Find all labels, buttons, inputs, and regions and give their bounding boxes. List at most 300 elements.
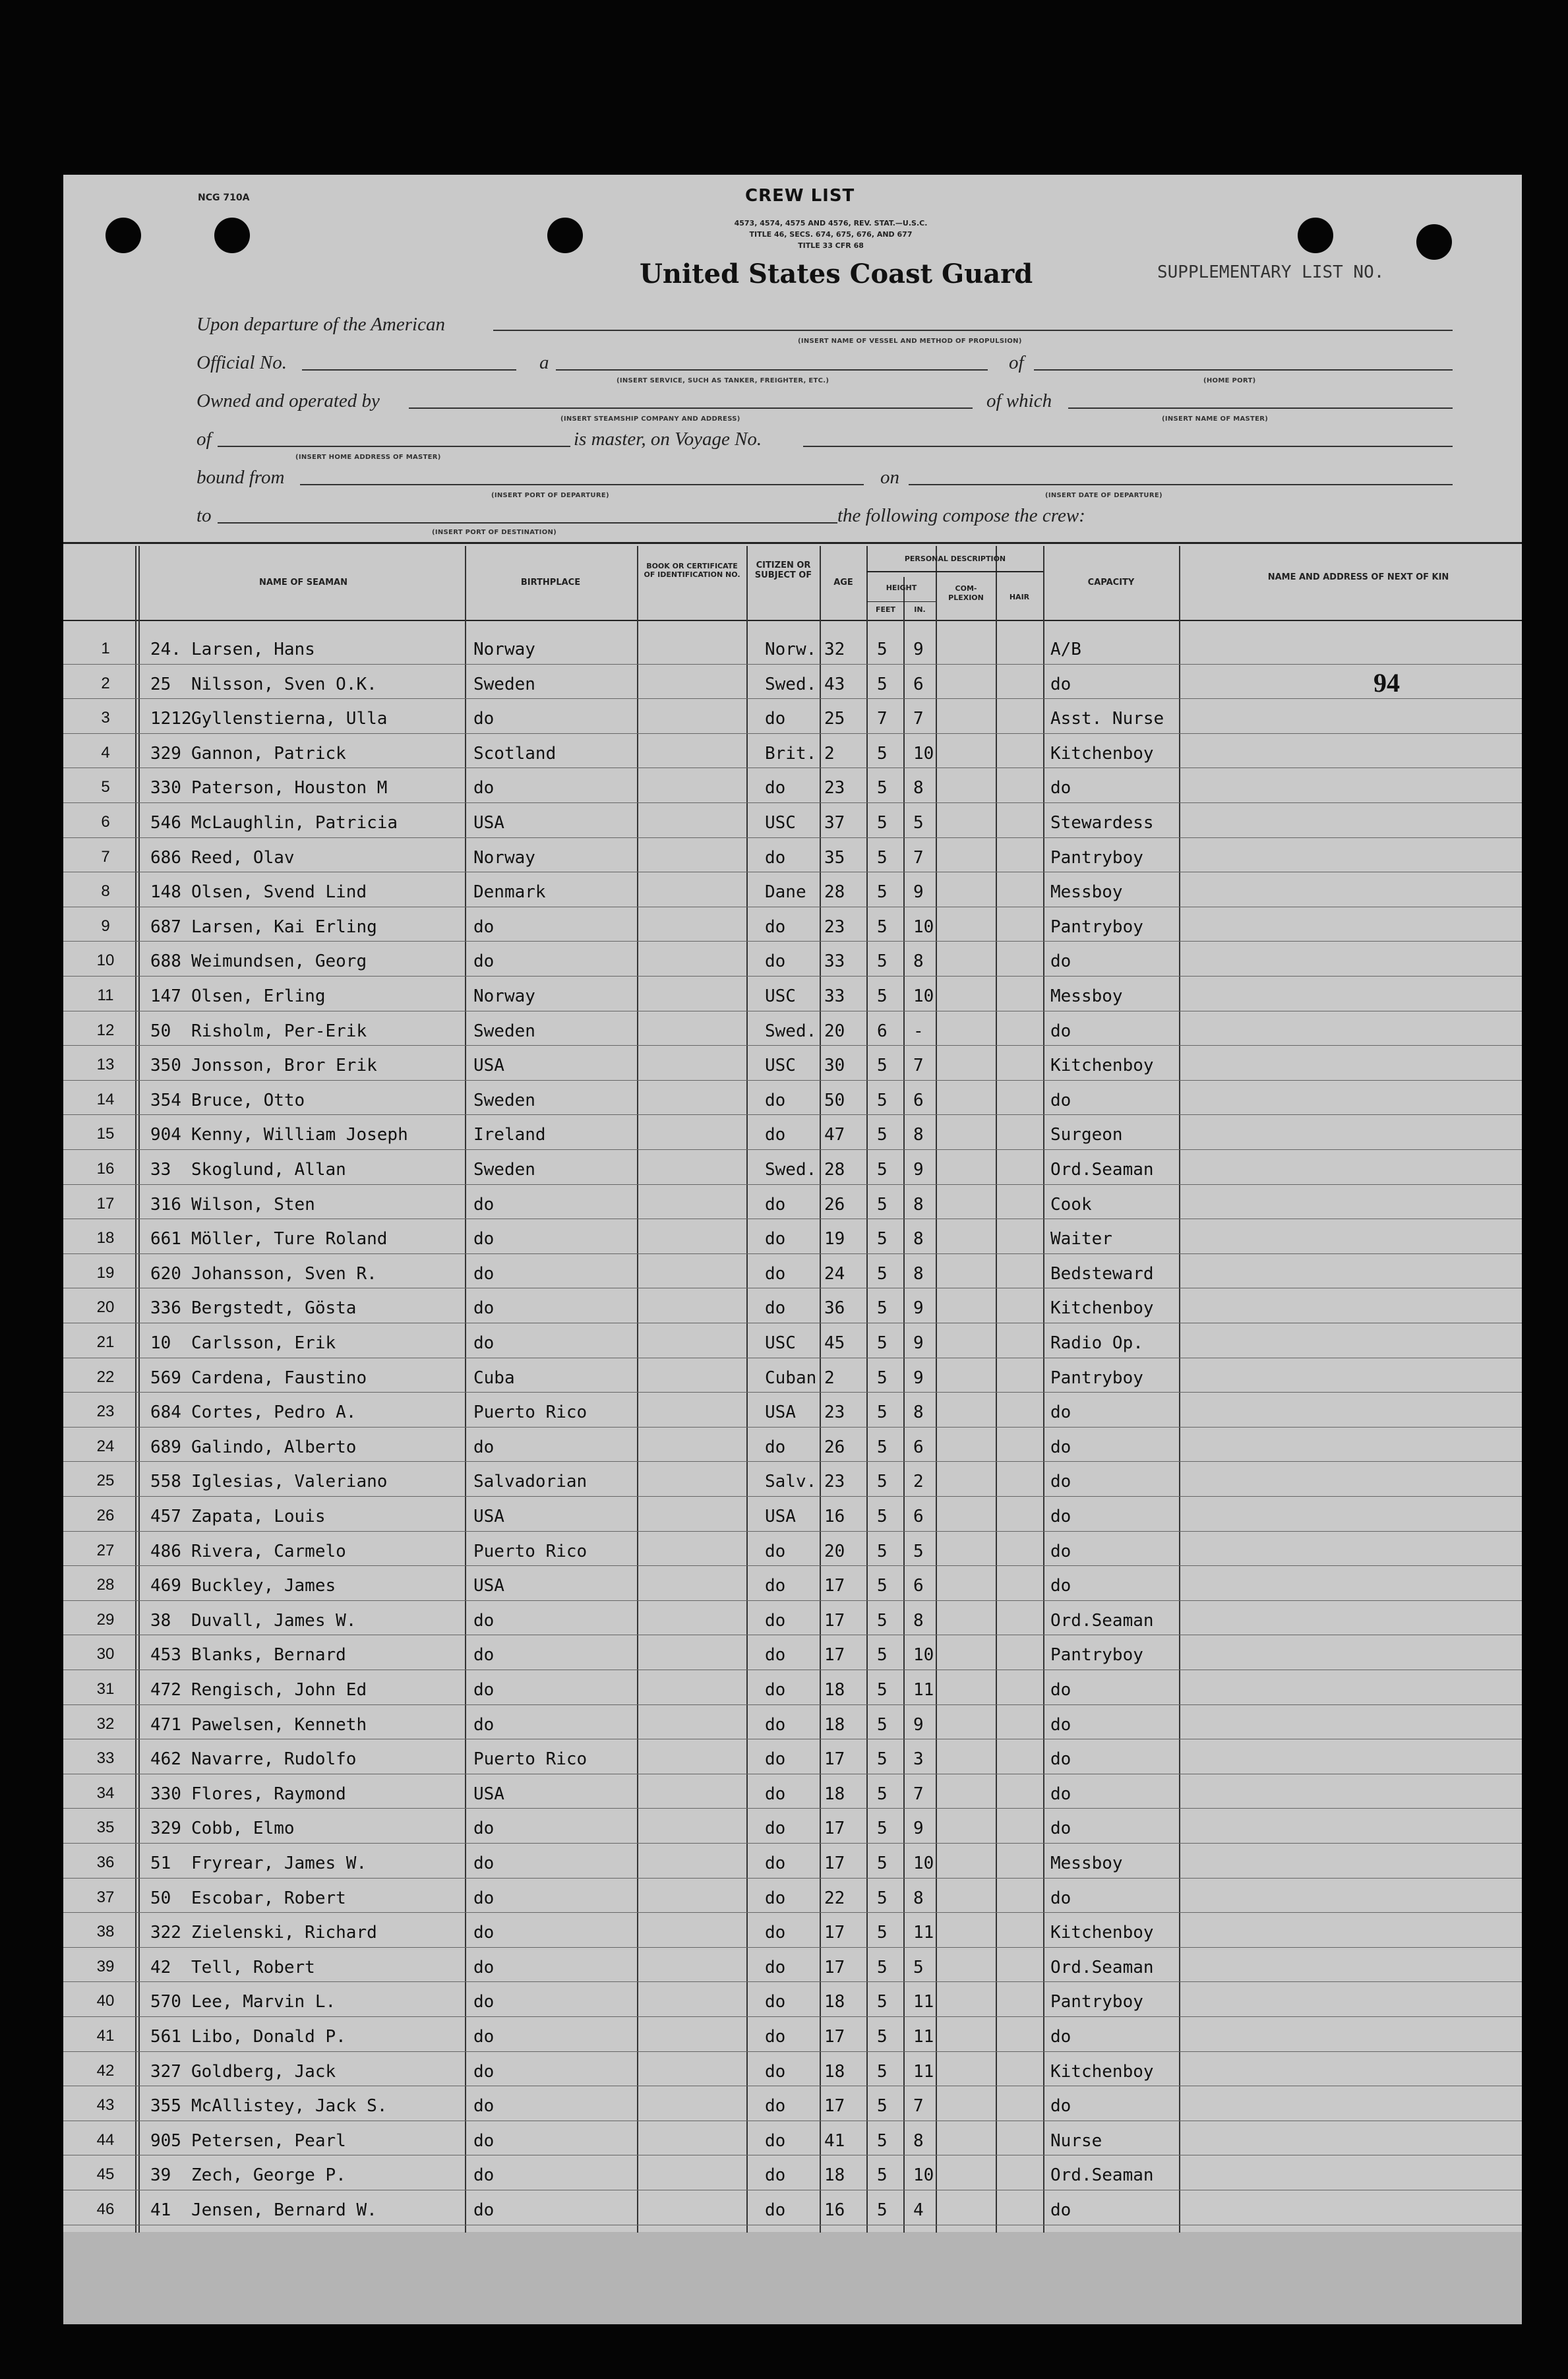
citizenship: Salv. xyxy=(765,1472,817,1492)
birthplace: Ireland xyxy=(473,1125,546,1145)
following-label: the following compose the crew: xyxy=(837,505,1085,526)
height-inches: 6 xyxy=(913,1090,924,1110)
height-inches: 8 xyxy=(913,1402,924,1423)
crew-id: 24. xyxy=(150,640,181,659)
seaman-name: Zech, George P. xyxy=(191,2165,346,2186)
vessel-field[interactable] xyxy=(493,330,1453,331)
age: 18 xyxy=(824,1784,845,1804)
height-inches: 9 xyxy=(913,1714,924,1735)
seaman-name: Skoglund, Allan xyxy=(191,1160,346,1180)
departure-port-field[interactable] xyxy=(300,484,864,485)
col-divider xyxy=(936,546,937,2233)
age: 26 xyxy=(824,1437,845,1457)
crew-id: 1212 xyxy=(150,709,192,729)
crew-id: 686 xyxy=(150,847,181,868)
departure-date-field[interactable] xyxy=(909,484,1453,485)
capacity: do xyxy=(1050,1507,1071,1526)
row-number: 8 xyxy=(101,882,110,901)
col-feet-header: FEET xyxy=(875,605,896,614)
birthplace: do xyxy=(473,2165,495,2186)
birthplace: do xyxy=(473,1263,495,1284)
capacity: Kitchenboy xyxy=(1050,2061,1154,2082)
crew-id: 336 xyxy=(150,1298,181,1319)
seaman-name: Flores, Raymond xyxy=(191,1784,346,1804)
col-divider xyxy=(1179,546,1180,2233)
crew-id: 661 xyxy=(150,1229,181,1250)
citizenship: do xyxy=(765,2200,786,2220)
row-rule xyxy=(63,733,1522,734)
height-inches: 9 xyxy=(913,882,924,903)
height-inches: 9 xyxy=(913,1298,924,1319)
col-age-header: AGE xyxy=(833,578,853,587)
height-inches: 11 xyxy=(913,1992,934,2012)
seaman-name: Wilson, Sten xyxy=(191,1194,315,1215)
citizenship: do xyxy=(765,1819,786,1839)
seaman-name: Lee, Marvin L. xyxy=(191,1992,336,2012)
destination-field[interactable] xyxy=(218,522,837,524)
citizenship: USC xyxy=(765,986,796,1006)
age: 17 xyxy=(824,1853,845,1873)
age: 20 xyxy=(824,1541,845,1561)
height-inches: 8 xyxy=(913,951,924,972)
row-number: 34 xyxy=(96,1784,115,1802)
citizenship: Swed. xyxy=(765,674,817,694)
crew-id: 620 xyxy=(150,1263,181,1284)
age: 47 xyxy=(824,1125,845,1145)
age: 28 xyxy=(824,1160,845,1180)
official-no-field[interactable] xyxy=(302,369,516,371)
row-number: 12 xyxy=(96,1021,115,1039)
citizenship: do xyxy=(765,1714,786,1735)
seaman-name: Buckley, James xyxy=(191,1576,336,1596)
birthplace: Norway xyxy=(473,847,535,868)
col-divider xyxy=(637,546,638,2233)
height-feet: 5 xyxy=(877,2200,888,2220)
age: 17 xyxy=(824,2096,845,2117)
row-number: 21 xyxy=(96,1333,115,1351)
birthplace: Norway xyxy=(473,986,535,1006)
master-hint: (INSERT NAME OF MASTER) xyxy=(1162,415,1269,423)
col-inches-header: IN. xyxy=(914,605,926,614)
height-feet: 5 xyxy=(877,1923,888,1943)
crew-id: 354 xyxy=(150,1090,181,1110)
row-number: 14 xyxy=(96,1090,115,1108)
row-rule xyxy=(63,837,1522,838)
height-feet: 5 xyxy=(877,1368,888,1388)
height-inches: 7 xyxy=(913,847,924,868)
capacity: do xyxy=(1050,1784,1071,1804)
birthplace: USA xyxy=(473,1507,504,1526)
crew-id: 546 xyxy=(150,813,181,833)
col-citizen-header: CITIZEN OR SUBJECT OF xyxy=(754,560,812,580)
birthplace: do xyxy=(473,1714,495,1735)
row-number: 11 xyxy=(97,986,114,1004)
punch-hole-3 xyxy=(547,218,583,253)
seaman-name: Reed, Olav xyxy=(191,847,295,868)
row-number: 44 xyxy=(96,2130,115,2149)
upon-departure-label: Upon departure of the American xyxy=(196,314,445,335)
height-feet: 5 xyxy=(877,1194,888,1215)
crew-id: 38 xyxy=(150,1610,171,1631)
a-label: a xyxy=(539,352,549,373)
height-inches: 6 xyxy=(913,1507,924,1526)
crew-id: 10 xyxy=(150,1333,171,1353)
height-feet: 5 xyxy=(877,1784,888,1804)
age: 50 xyxy=(824,1090,845,1110)
capacity: Asst. Nurse xyxy=(1050,709,1164,729)
birthplace: Puerto Rico xyxy=(473,1541,588,1561)
citizenship: USA xyxy=(765,1402,796,1423)
capacity: do xyxy=(1050,1680,1071,1700)
citizenship: Dane xyxy=(765,882,806,903)
row-rule xyxy=(63,1912,1522,1913)
row-number: 45 xyxy=(96,2165,115,2184)
height-inches: 8 xyxy=(913,1263,924,1284)
col-kin-header: NAME AND ADDRESS OF NEXT OF KIN xyxy=(1267,572,1449,582)
citizenship: do xyxy=(765,1888,786,1908)
crew-id: 687 xyxy=(150,917,181,937)
citizenship: USA xyxy=(765,1507,796,1526)
seaman-name: McLaughlin, Patricia xyxy=(191,813,398,833)
capacity: do xyxy=(1050,1402,1071,1423)
age: 17 xyxy=(824,1645,845,1666)
col-book-header: BOOK OR CERTIFICATE OF IDENTIFICATION NO. xyxy=(644,562,740,579)
punch-hole-5 xyxy=(1416,224,1452,260)
birthplace: do xyxy=(473,1957,495,1977)
row-number: 6 xyxy=(101,813,110,831)
master-field[interactable] xyxy=(1068,407,1453,409)
bound-from-label: bound from xyxy=(196,467,285,488)
capacity: Messboy xyxy=(1050,1853,1123,1873)
height-feet: 5 xyxy=(877,1610,888,1631)
seaman-name: Goldberg, Jack xyxy=(191,2061,336,2082)
crew-id: 322 xyxy=(150,1923,181,1943)
crew-id: 472 xyxy=(150,1680,181,1700)
height-inches: 5 xyxy=(913,813,924,833)
seaman-name: Kenny, William Joseph xyxy=(191,1125,408,1145)
height-inches: 10 xyxy=(913,1853,934,1873)
capacity: do xyxy=(1050,1021,1071,1041)
birthplace: do xyxy=(473,1853,495,1873)
row-number: 37 xyxy=(96,1888,115,1906)
crew-id: 50 xyxy=(150,1888,171,1908)
statute-line: TITLE 46, SECS. 674, 675, 676, AND 677 xyxy=(749,230,913,239)
row-number: 19 xyxy=(96,1263,115,1282)
height-feet: 5 xyxy=(877,1333,888,1353)
birthplace: do xyxy=(473,1645,495,1666)
capacity: Waiter xyxy=(1050,1229,1112,1250)
height-inches: 7 xyxy=(913,709,924,729)
height-feet: 5 xyxy=(877,1714,888,1735)
row-rule xyxy=(63,976,1522,977)
row-number: 35 xyxy=(96,1819,115,1837)
departure-port-hint: (INSERT PORT OF DEPARTURE) xyxy=(491,492,609,499)
crew-id: 148 xyxy=(150,882,181,903)
citizenship: USC xyxy=(765,1333,796,1353)
seaman-name: Risholm, Per-Erik xyxy=(191,1021,367,1041)
departure-date-hint: (INSERT DATE OF DEPARTURE) xyxy=(1045,492,1162,499)
height-inches: 8 xyxy=(913,1194,924,1215)
capacity: Messboy xyxy=(1050,986,1123,1006)
seaman-name: Cobb, Elmo xyxy=(191,1819,295,1839)
col-divider xyxy=(465,546,466,2233)
age: 17 xyxy=(824,2027,845,2047)
punch-hole-4 xyxy=(1298,218,1333,253)
crew-id: 904 xyxy=(150,1125,181,1145)
citizenship: USC xyxy=(765,813,796,833)
citizenship: do xyxy=(765,1610,786,1631)
height-inches: 4 xyxy=(913,2200,924,2220)
seaman-name: Jensen, Bernard W. xyxy=(191,2200,377,2220)
seaman-name: Blanks, Bernard xyxy=(191,1645,346,1666)
height-rule xyxy=(866,601,936,602)
birthplace: do xyxy=(473,1298,495,1319)
height-feet: 5 xyxy=(877,1125,888,1145)
citizenship: do xyxy=(765,1541,786,1561)
of-label: of xyxy=(1009,352,1024,373)
crew-id: 561 xyxy=(150,2027,181,2047)
capacity: Bedsteward xyxy=(1050,1263,1154,1284)
capacity: Messboy xyxy=(1050,882,1123,903)
citizenship: Brit. xyxy=(765,743,817,764)
height-inches: 6 xyxy=(913,674,924,694)
citizenship: do xyxy=(765,2027,786,2047)
row-rule xyxy=(63,1878,1522,1879)
height-inches: 8 xyxy=(913,1125,924,1145)
voyage-field[interactable] xyxy=(803,446,1453,447)
height-feet: 5 xyxy=(877,2027,888,2047)
height-feet: 5 xyxy=(877,2061,888,2082)
official-no-label: Official No. xyxy=(196,352,287,373)
height-feet: 5 xyxy=(877,778,888,798)
height-feet: 5 xyxy=(877,1819,888,1839)
height-feet: 5 xyxy=(877,1645,888,1666)
citizenship: Swed. xyxy=(765,1021,817,1041)
citizenship: Cuban xyxy=(765,1368,817,1388)
birthplace: do xyxy=(473,2130,495,2151)
col-divider xyxy=(820,546,821,2233)
form-code: NCG 710A xyxy=(198,193,250,203)
height-inches: 6 xyxy=(913,1437,924,1457)
capacity: do xyxy=(1050,1888,1071,1908)
row-number: 3 xyxy=(101,709,110,727)
age: 36 xyxy=(824,1298,845,1319)
age: 2 xyxy=(824,1368,835,1388)
capacity: Stewardess xyxy=(1050,813,1154,833)
row-rule xyxy=(63,1080,1522,1081)
company-hint: (INSERT STEAMSHIP COMPANY AND ADDRESS) xyxy=(560,415,740,423)
owned-label: Owned and operated by xyxy=(196,390,380,411)
height-inches: 10 xyxy=(913,743,934,764)
citizenship: do xyxy=(765,1576,786,1596)
seaman-name: Carlsson, Erik xyxy=(191,1333,336,1353)
capacity: Nurse xyxy=(1050,2130,1102,2151)
row-number: 43 xyxy=(96,2096,115,2115)
birthplace: Sweden xyxy=(473,1160,535,1180)
birthplace: do xyxy=(473,778,495,798)
destination-hint: (INSERT PORT OF DESTINATION) xyxy=(432,529,557,536)
crew-id: 469 xyxy=(150,1576,181,1596)
height-inches: 5 xyxy=(913,1957,924,1977)
row-number: 9 xyxy=(101,917,110,935)
row-rule xyxy=(63,2016,1522,2017)
crew-id: 471 xyxy=(150,1714,181,1735)
col-divider xyxy=(1043,546,1044,2233)
height-feet: 6 xyxy=(877,1021,888,1041)
birthplace: Sweden xyxy=(473,1090,535,1110)
capacity: do xyxy=(1050,1541,1071,1561)
height-feet: 5 xyxy=(877,1853,888,1873)
age: 18 xyxy=(824,1714,845,1735)
row-number: 18 xyxy=(96,1229,115,1248)
height-feet: 5 xyxy=(877,1680,888,1700)
kin-annotation: 94 xyxy=(1373,668,1400,698)
height-inches: 8 xyxy=(913,1229,924,1250)
row-number: 25 xyxy=(96,1472,115,1490)
citizenship: do xyxy=(765,1229,786,1250)
of-which-label: of which xyxy=(986,390,1052,411)
row-rule xyxy=(63,1600,1522,1601)
row-rule xyxy=(63,1981,1522,1982)
age: 32 xyxy=(824,640,845,659)
birthplace: do xyxy=(473,917,495,937)
height-feet: 5 xyxy=(877,1576,888,1596)
capacity: do xyxy=(1050,1437,1071,1457)
height-inches: 7 xyxy=(913,1056,924,1076)
row-number: 36 xyxy=(96,1853,115,1871)
height-feet: 5 xyxy=(877,1160,888,1180)
age: 24 xyxy=(824,1263,845,1284)
capacity: do xyxy=(1050,674,1071,694)
height-inches: 6 xyxy=(913,1576,924,1596)
birthplace: USA xyxy=(473,1056,504,1076)
row-number: 38 xyxy=(96,1923,115,1941)
row-rule xyxy=(63,1184,1522,1185)
row-rule xyxy=(63,1565,1522,1566)
seaman-name: Bruce, Otto xyxy=(191,1090,305,1110)
col-divider xyxy=(138,546,140,2233)
home-port-hint: (HOME PORT) xyxy=(1203,377,1256,384)
age: 25 xyxy=(824,709,845,729)
age: 18 xyxy=(824,2061,845,2082)
height-feet: 5 xyxy=(877,1090,888,1110)
capacity: A/B xyxy=(1050,640,1081,659)
row-rule xyxy=(63,2051,1522,2052)
citizenship: do xyxy=(765,2061,786,2082)
row-number: 10 xyxy=(96,951,115,970)
seaman-name: Rivera, Carmelo xyxy=(191,1541,346,1561)
service-field[interactable] xyxy=(556,369,988,371)
seaman-name: Cortes, Pedro A. xyxy=(191,1402,357,1423)
height-feet: 5 xyxy=(877,882,888,903)
row-number: 13 xyxy=(96,1056,115,1074)
row-rule xyxy=(63,1843,1522,1844)
col-personal-header: PERSONAL DESCRIPTION xyxy=(904,555,1006,563)
age: 23 xyxy=(824,1402,845,1423)
height-feet: 5 xyxy=(877,1957,888,1977)
height-inches: 8 xyxy=(913,778,924,798)
home-port-field[interactable] xyxy=(1034,369,1453,371)
height-inches: 7 xyxy=(913,2096,924,2117)
crew-id: 329 xyxy=(150,743,181,764)
row-rule xyxy=(63,1392,1522,1393)
supplementary-list-label: SUPPLEMENTARY LIST NO. xyxy=(1157,262,1385,282)
height-feet: 5 xyxy=(877,1507,888,1526)
height-inches: - xyxy=(913,1021,924,1041)
age: 28 xyxy=(824,882,845,903)
age: 45 xyxy=(824,1333,845,1353)
row-number: 24 xyxy=(96,1437,115,1455)
citizenship: do xyxy=(765,1784,786,1804)
col-divider xyxy=(996,546,997,2233)
height-inches: 8 xyxy=(913,1888,924,1908)
seaman-name: Gannon, Patrick xyxy=(191,743,346,764)
capacity: do xyxy=(1050,951,1071,972)
capacity: Ord.Seaman xyxy=(1050,1957,1154,1977)
age: 17 xyxy=(824,1749,845,1770)
seaman-name: Jonsson, Bror Erik xyxy=(191,1056,377,1076)
capacity: Pantryboy xyxy=(1050,1992,1143,2012)
height-feet: 5 xyxy=(877,2130,888,2151)
birthplace: USA xyxy=(473,1784,504,1804)
seaman-name: Galindo, Alberto xyxy=(191,1437,357,1457)
row-rule xyxy=(63,1114,1522,1115)
citizenship: do xyxy=(765,2130,786,2151)
height-feet: 5 xyxy=(877,1402,888,1423)
age: 16 xyxy=(824,1507,845,1526)
capacity: do xyxy=(1050,1714,1071,1735)
height-feet: 5 xyxy=(877,2096,888,2117)
row-number: 2 xyxy=(101,674,110,692)
height-feet: 5 xyxy=(877,1472,888,1492)
age: 17 xyxy=(824,1957,845,1977)
birthplace: do xyxy=(473,1992,495,2012)
seaman-name: Bergstedt, Gösta xyxy=(191,1298,357,1319)
crew-id: 453 xyxy=(150,1645,181,1666)
age: 23 xyxy=(824,1472,845,1492)
birthplace: do xyxy=(473,1680,495,1700)
citizenship: do xyxy=(765,847,786,868)
crew-id: 51 xyxy=(150,1853,171,1873)
citizenship: do xyxy=(765,1437,786,1457)
citizenship: USC xyxy=(765,1056,796,1076)
statute-reference xyxy=(659,218,1002,251)
capacity: do xyxy=(1050,1576,1071,1596)
birthplace: do xyxy=(473,1437,495,1457)
row-number: 17 xyxy=(96,1194,115,1213)
capacity: Ord.Seaman xyxy=(1050,2165,1154,2186)
personal-rule xyxy=(866,571,1043,572)
height-inches: 10 xyxy=(913,917,934,937)
seaman-name: Navarre, Rudolfo xyxy=(191,1749,357,1770)
company-field[interactable] xyxy=(409,407,973,409)
row-number: 42 xyxy=(96,2061,115,2080)
age: 30 xyxy=(824,1056,845,1076)
capacity: Pantryboy xyxy=(1050,1368,1143,1388)
col-divider xyxy=(746,546,748,2233)
height-feet: 5 xyxy=(877,1541,888,1561)
crew-id: 486 xyxy=(150,1541,181,1561)
birthplace: do xyxy=(473,709,495,729)
row-number: 4 xyxy=(101,743,110,762)
master-address-field[interactable] xyxy=(218,446,570,447)
seaman-name: Escobar, Robert xyxy=(191,1888,346,1908)
birthplace: do xyxy=(473,2061,495,2082)
seaman-name: Larsen, Kai Erling xyxy=(191,917,377,937)
row-rule xyxy=(63,698,1522,699)
crew-id: 355 xyxy=(150,2096,181,2117)
citizenship: do xyxy=(765,917,786,937)
